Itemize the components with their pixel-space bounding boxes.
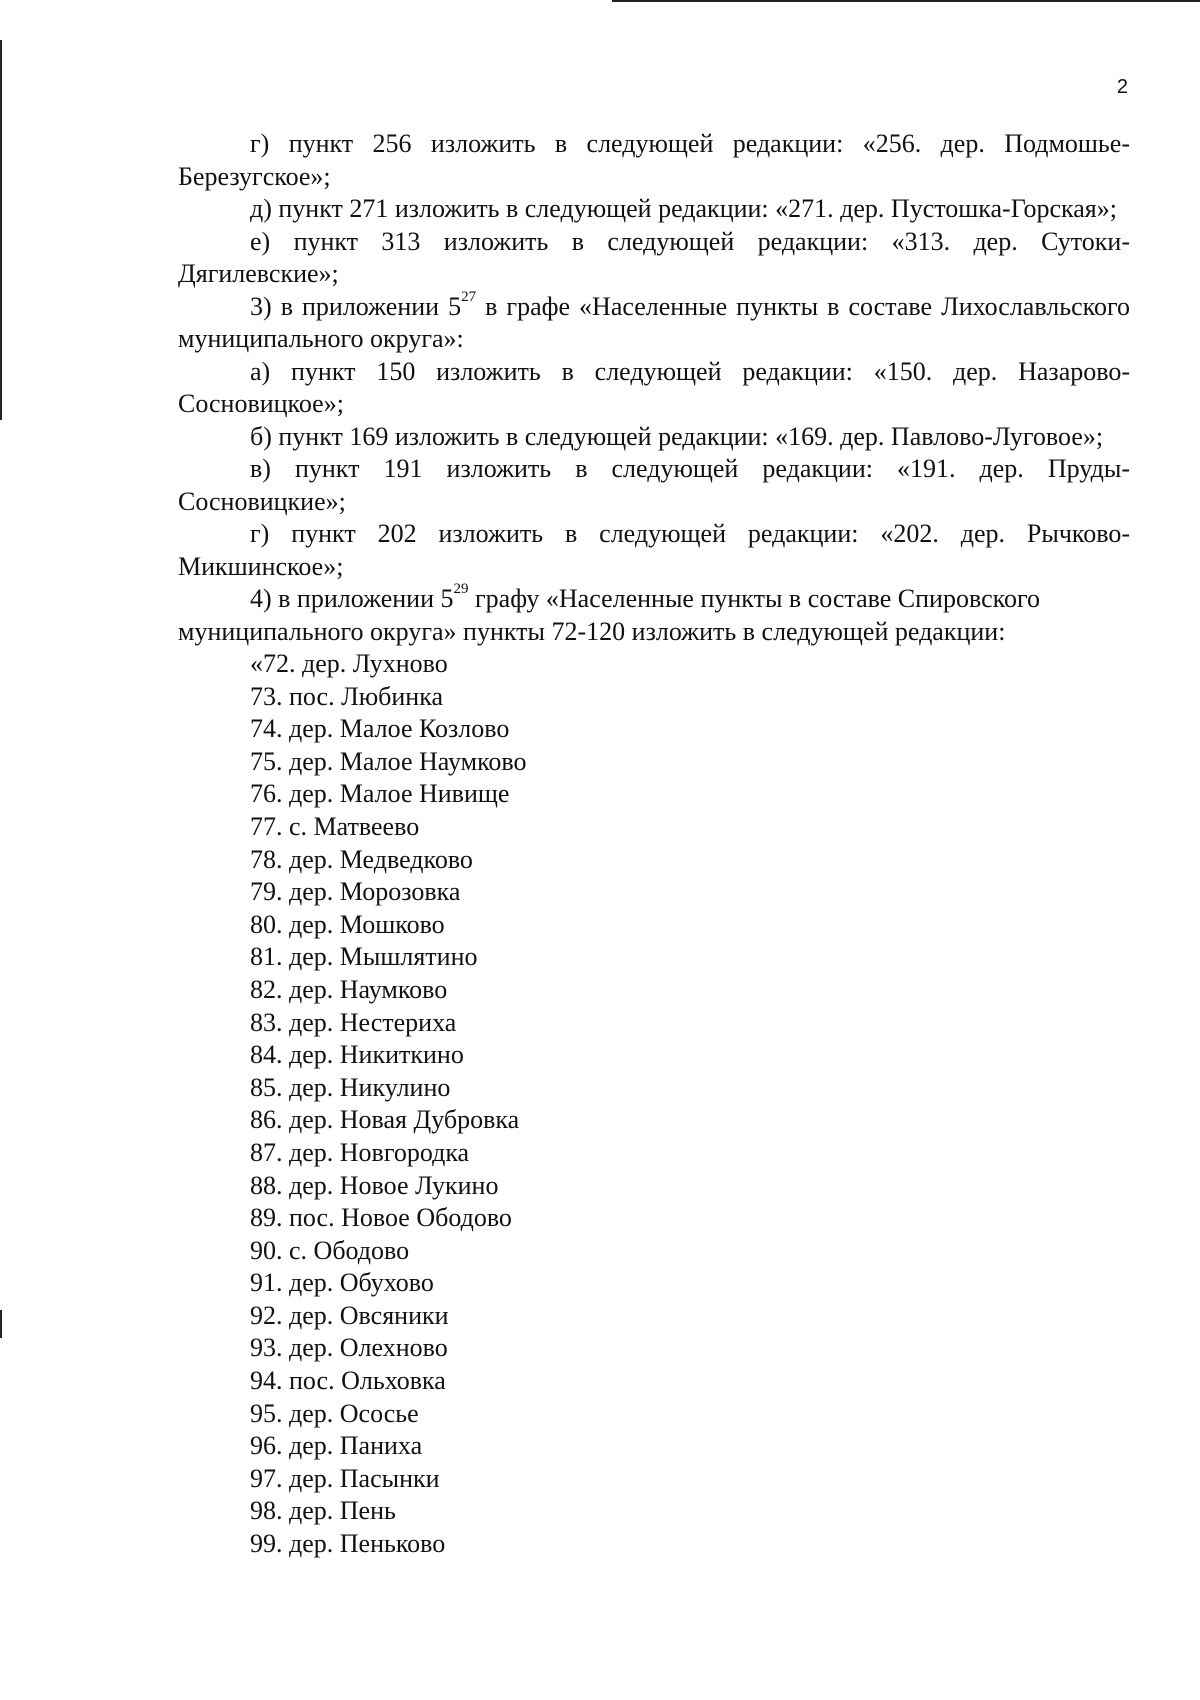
- list-item: 77. с. Матвеево: [250, 811, 420, 841]
- list-item: 99. дер. Пеньково: [250, 1529, 446, 1559]
- paragraph-item-a-150: а) пункт 150 изложить в следующей редакции: «150. дер. Назарово-Сосновицкое»;: [178, 356, 1130, 418]
- paragraph-section-3-lead: 3) в приложении 5: [250, 291, 462, 321]
- list-item: 81. дер. Мышлятино: [250, 942, 478, 972]
- list-item: 93. дер. Олехново: [250, 1333, 448, 1363]
- paragraph-section-4: [178, 583, 1130, 648]
- list-item: 74. дер. Малое Козлово: [250, 714, 510, 744]
- paragraph-section-3: [178, 288, 1130, 356]
- list-item: 82. дер. Наумково: [250, 974, 448, 1004]
- list-item: 89. пос. Новое Ободово: [250, 1203, 512, 1233]
- list-item: 75. дер. Малое Наумково: [250, 746, 527, 776]
- scan-top-edge-line: [612, 0, 1200, 2]
- paragraph-item-g-256: г) пункт 256 изложить в следующей редакции: «256. дер. Подмошье-Березугское»;: [178, 129, 1130, 191]
- list-item: 92. дер. Овсяники: [250, 1300, 449, 1330]
- paragraph-item-v-191: в) пункт 191 изложить в следующей редакции: «191. дер. Пруды-Сосновицкие»;: [178, 454, 1130, 516]
- page-number: 2: [1116, 76, 1128, 98]
- settlement-list: [178, 648, 1130, 1561]
- paragraph-section-4-rest: графу «Населенные пункты в составе Спировского муниципального округа» пункты 72-120 изложить в следующей редакции:: [178, 584, 1040, 646]
- list-item: 79. дер. Морозовка: [250, 877, 461, 907]
- paragraph-section-4-lead: 4) в приложении 5: [250, 584, 454, 613]
- list-item: 96. дер. Паниха: [250, 1431, 423, 1461]
- scan-left-edge-line: [0, 40, 2, 420]
- list-item: 86. дер. Новая Дубровка: [250, 1105, 520, 1135]
- list-item: 85. дер. Никулино: [250, 1072, 451, 1102]
- list-item: 97. дер. Пасынки: [250, 1463, 440, 1493]
- list-item: 94. пос. Ольховка: [250, 1366, 446, 1396]
- list-item: 78. дер. Медведково: [250, 844, 473, 874]
- list-item: 84. дер. Никиткино: [250, 1040, 464, 1070]
- paragraph-item-d-271: д) пункт 271 изложить в следующей редакции: «271. дер. Пустошка-Горская»;: [250, 194, 1117, 223]
- list-item: 87. дер. Новгородка: [250, 1137, 470, 1167]
- list-item: 80. дер. Мошково: [250, 909, 445, 939]
- document-body: [178, 128, 1130, 1561]
- list-item: 88. дер. Новое Лукино: [250, 1170, 499, 1200]
- paragraph-item-b-169: б) пункт 169 изложить в следующей редакции: «169. дер. Павлово-Луговое»;: [250, 421, 1104, 451]
- list-item: 98. дер. Пень: [250, 1496, 396, 1526]
- list-item: 90. с. Ободово: [250, 1235, 410, 1265]
- list-item: 83. дер. Нестериха: [250, 1007, 457, 1037]
- appendix-superscript: 27: [461, 288, 477, 305]
- paragraph-section-3-rest: в графе «Населенные пункты в составе Лихославльского муниципального округа»:: [178, 291, 1130, 353]
- paragraph-item-g-202: г) пункт 202 изложить в следующей редакции: «202. дер. Рычково-Микшинское»;: [178, 519, 1130, 581]
- list-item: 91. дер. Обухово: [250, 1268, 434, 1298]
- list-item: 73. пос. Любинка: [250, 681, 443, 711]
- list-item: 76. дер. Малое Нивище: [250, 779, 510, 809]
- list-item: «72. дер. Лухново: [250, 649, 448, 678]
- list-item: 95. дер. Ососье: [250, 1398, 419, 1428]
- paragraph-item-e-313: е) пункт 313 изложить в следующей редакции: «313. дер. Сутоки-Дягилевские»;: [178, 226, 1130, 288]
- appendix-superscript: 29: [453, 581, 469, 598]
- scan-left-edge-mark: [0, 1310, 2, 1338]
